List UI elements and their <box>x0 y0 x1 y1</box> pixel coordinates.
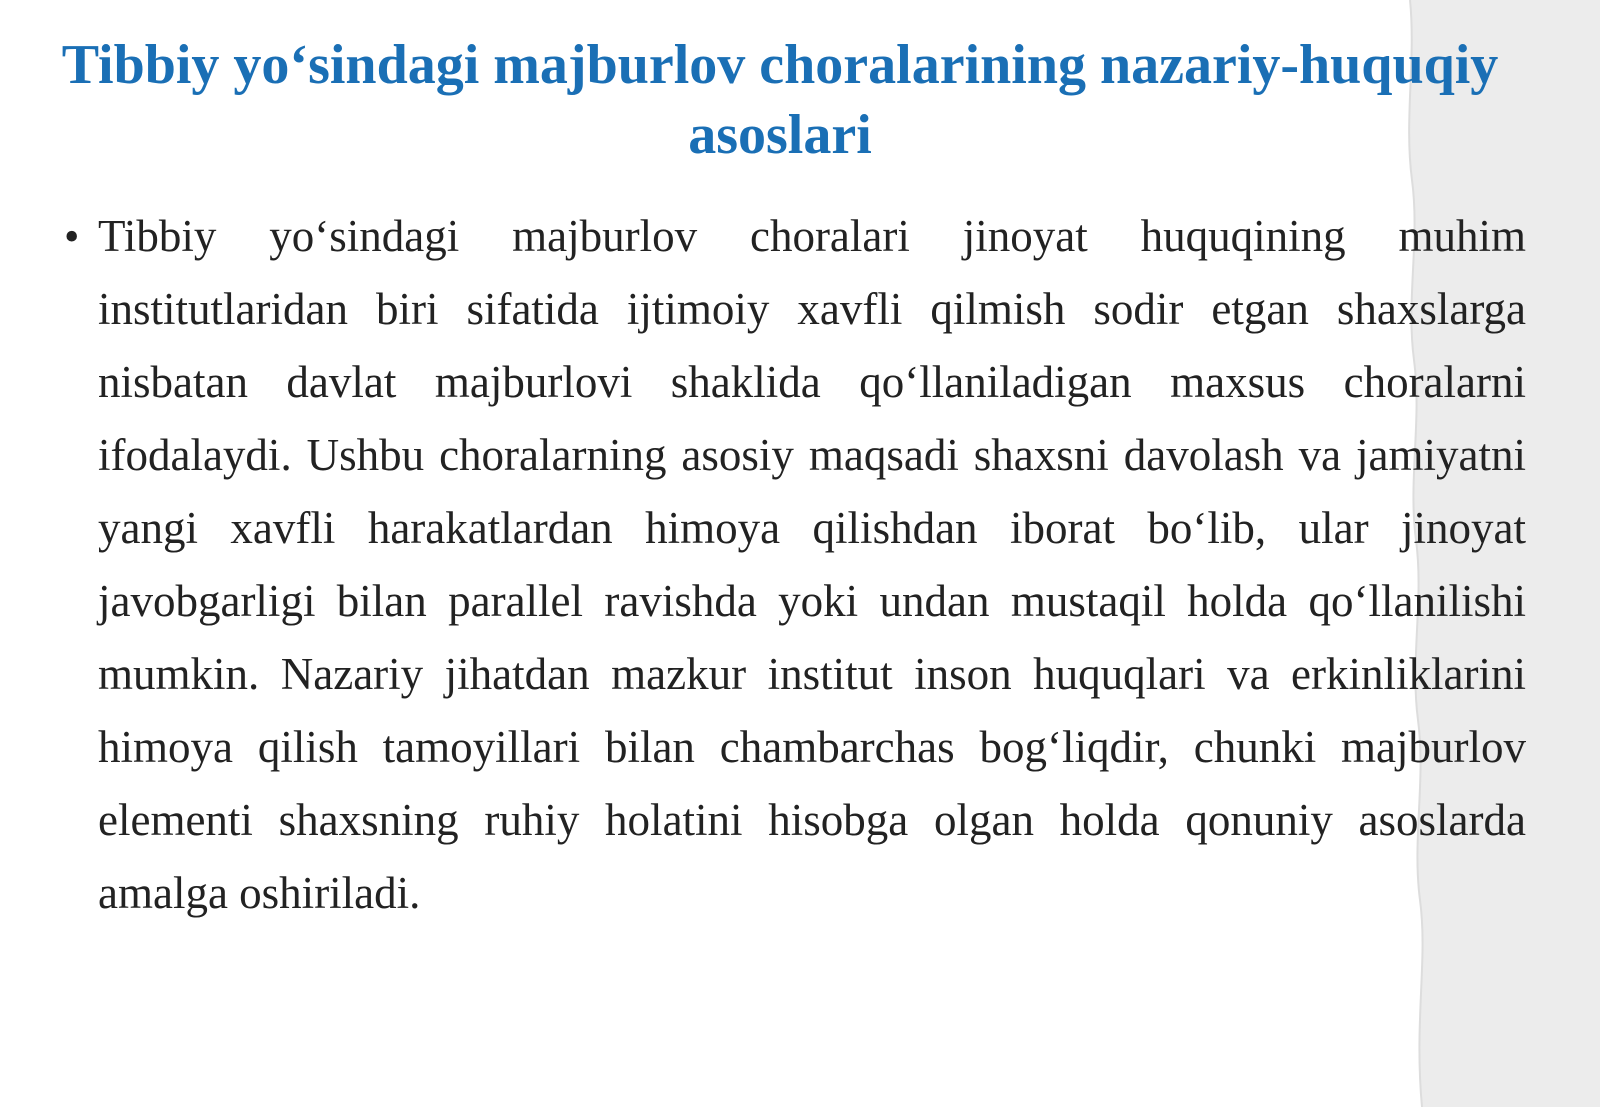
bullet-list <box>64 200 1526 930</box>
bullet-item <box>64 200 1526 930</box>
bullet-text: Tibbiy yo‘sindagi majburlov choralari jinoyat huquqining muhim institutlaridan biri sifatida ijtimoiy xavfli qilmish sodir etgan shaxslarga nisbatan davlat majburlovi shaklida qo‘llaniladigan maxsus choralarni ifodalaydi. Ushbu choralarning asosiy maqsadi shaxsni davolash va jamiyatni yangi xavfli harakatlardan himoya qilishdan iborat bo‘lib, ular jinoyat javobgarligi bilan parallel ravishda yoki undan mustaqil holda qo‘llanilishi mumkin. Nazariy jihatdan mazkur institut inson huquqlari va erkinliklarini himoya qilish tamoyillari bilan chambarchas bog‘liqdir, chunki majburlov elementi shaxsning ruhiy holatini hisobga olgan holda qonuniy asoslarda amalga oshiriladi. <box>98 211 1526 918</box>
slide-title: Tibbiy yo‘sindagi majburlov choralarining nazariy-huquqiy asoslari <box>61 34 1499 166</box>
bullet-dot-icon: • <box>64 212 80 261</box>
slide-content <box>64 200 1526 930</box>
